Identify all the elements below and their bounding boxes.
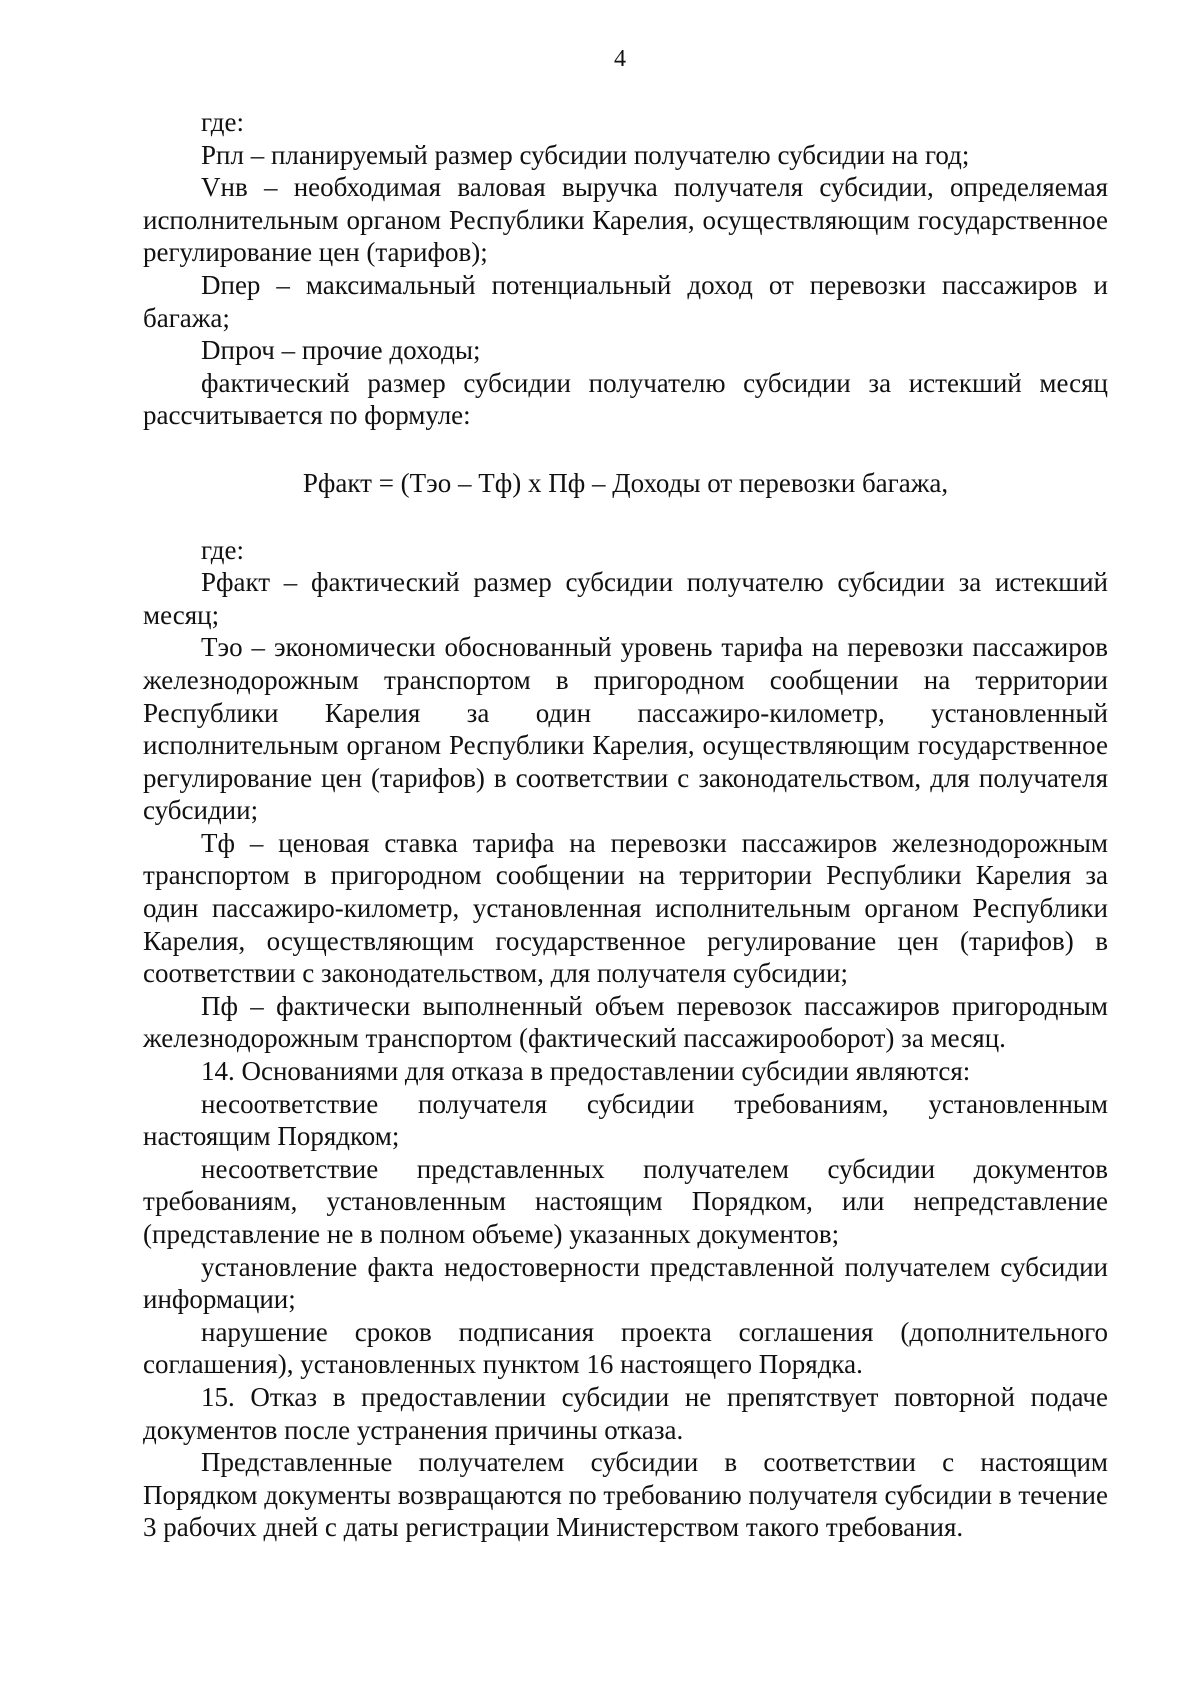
- document-body: [143, 106, 1108, 1544]
- paragraph-tf-definition: Тф – ценовая ставка тарифа на перевозки пассажиров железнодорожным транспортом в пригородном сообщении на территории Республики Карелия за один пассажиро-километр, установленная исполнительным органом Республики Карелия, осуществляющим государственное регулирование цен (тарифов) в соответствии с законодательством, для получателя субсидии;: [143, 827, 1108, 989]
- paragraph-refusal-reason-4: нарушение сроков подписания проекта соглашения (дополнительного соглашения), установленных пунктом 16 настоящего Порядка.: [143, 1316, 1108, 1380]
- paragraph-rpl-definition: Рпл – планируемый размер субсидии получателю субсидии на год;: [201, 139, 970, 170]
- paragraph-item-14: 14. Основаниями для отказа в предоставлении субсидии являются:: [201, 1056, 971, 1087]
- paragraph-where-2: где:: [201, 534, 244, 565]
- paragraph-dper-definition: Dпер – максимальный потенциальный доход от перевозки пассажиров и багажа;: [143, 269, 1108, 333]
- page-number: 4: [614, 46, 626, 72]
- paragraph-vnv-definition: Vнв – необходимая валовая выручка получателя субсидии, определяемая исполнительным органом Республики Карелия, осуществляющим государственное регулирование цен (тарифов);: [143, 172, 1108, 268]
- paragraph-refusal-reason-2: несоответствие представленных получателем субсидии документов требованиям, установленным настоящим Порядком, или непредставление (представление не в полном объеме) указанных документов;: [143, 1153, 1108, 1249]
- paragraph-rfakt-definition: Рфакт – фактический размер субсидии получателю субсидии за истекший месяц;: [143, 567, 1108, 630]
- paragraph-where-1: где:: [201, 107, 244, 137]
- paragraph-teo-definition: Тэо – экономически обоснованный уровень тарифа на перевозки пассажиров железнодорожным транспортом в пригородном сообщении на территории Республики Карелия за один пассажиро-километр, установленный исполнительным органом Республики Карелия, осуществляющим государственное регулирование цен (тарифов) в соответствии с законодательством, для получателя субсидии;: [143, 632, 1108, 826]
- paragraph-pf-definition: Пф – фактически выполненный объем перевозок пассажиров пригородным железнодорожным транспортом (фактический пассажирооборот) за месяц.: [143, 990, 1108, 1054]
- formula: Рфакт = (Тэо – Тф) х Пф – Доходы от перевозки багажа,: [302, 467, 949, 498]
- paragraph-documents-return: Представленные получателем субсидии в соответствии с настоящим Порядком документы возвращаются по требованию получателя субсидии в течение 3 рабочих дней с даты регистрации Министерством такого требования.: [143, 1447, 1108, 1543]
- paragraph-formula-intro: фактический размер субсидии получателю субсидии за истекший месяц рассчитывается по формуле:: [143, 367, 1108, 431]
- paragraph-dproch-definition: Dпроч – прочие доходы;: [201, 335, 481, 366]
- paragraph-item-15: 15. Отказ в предоставлении субсидии не препятствует повторной подаче документов после устранения причины отказа.: [143, 1381, 1108, 1445]
- paragraph-refusal-reason-1: несоответствие получателя субсидии требованиям, установленным настоящим Порядком;: [143, 1088, 1108, 1152]
- paragraph-refusal-reason-3: установление факта недостоверности представленной получателем субсидии информации;: [143, 1251, 1108, 1315]
